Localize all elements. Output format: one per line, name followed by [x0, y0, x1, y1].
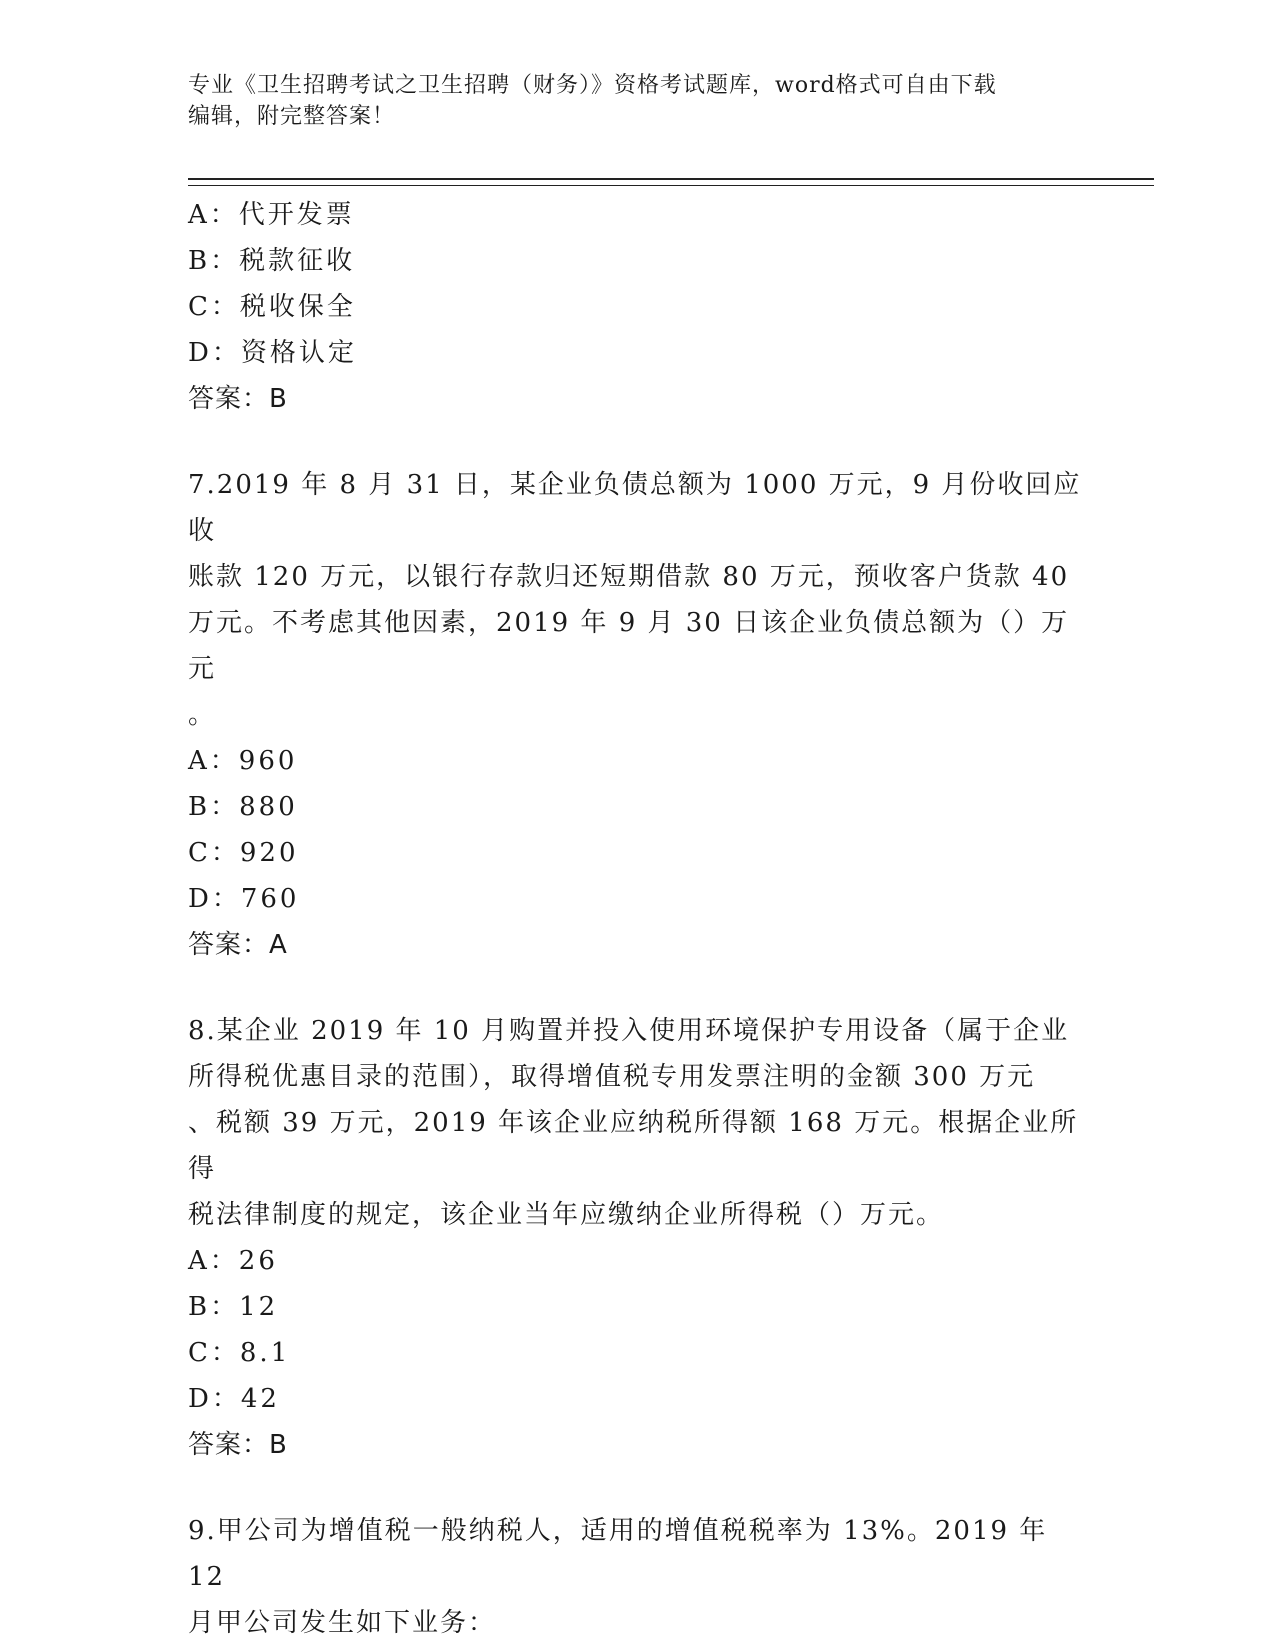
option-d: D：760 — [188, 884, 300, 914]
question-text-line: 9.甲公司为增值税一般纳税人，适用的增值税税率为 13%。2019 年 12 — [188, 1516, 1048, 1592]
question-text-line: 所得税优惠目录的范围），取得增值税专用发票注明的金额 300 万元 — [188, 1062, 1036, 1092]
option-a: A：26 — [188, 1246, 278, 1276]
header-line-1: 专业《卫生招聘考试之卫生招聘（财务）》资格考试题库，word格式可自由下载 — [188, 73, 997, 98]
option-c: C：税收保全 — [188, 292, 356, 322]
question-6 — [188, 192, 1088, 422]
answer-line: 答案：B — [188, 384, 288, 414]
question-text-line: 万元。不考虑其他因素，2019 年 9 月 30 日该企业负债总额为（）万元 — [188, 608, 1070, 684]
question-7-options — [188, 738, 1088, 968]
answer-line: 答案：B — [188, 1430, 288, 1460]
answer-line: 答案：A — [188, 930, 288, 960]
question-text-line: 月甲公司发生如下业务： — [188, 1608, 497, 1638]
question-text-line: 7.2019 年 8 月 31 日，某企业负债总额为 1000 万元，9 月份收回应收 — [188, 470, 1082, 546]
question-text-line: 8.某企业 2019 年 10 月购置并投入使用环境保护专用设备（属于企业 — [188, 1016, 1070, 1046]
question-text-line: 税法律制度的规定，该企业当年应缴纳企业所得税（）万元。 — [188, 1200, 945, 1230]
question-text-line: 、税额 39 万元，2019 年该企业应纳税所得额 168 万元。根据企业所得 — [188, 1108, 1079, 1184]
header-line-2: 编辑，附完整答案！ — [188, 104, 396, 129]
question-7 — [188, 462, 1088, 738]
option-a: A：960 — [188, 746, 298, 776]
header-divider — [188, 178, 1154, 186]
option-d: D：42 — [188, 1384, 280, 1414]
question-text-line: 账款 120 万元，以银行存款归还短期借款 80 万元，预收客户货款 40 — [188, 562, 1070, 592]
option-b: B：12 — [188, 1292, 279, 1322]
option-d: D：资格认定 — [188, 338, 357, 368]
question-9 — [188, 1508, 1088, 1646]
option-b: B：税款征收 — [188, 246, 356, 276]
question-list — [188, 192, 1088, 1646]
question-8-options — [188, 1238, 1088, 1468]
document-header — [188, 70, 1088, 132]
option-c: C：920 — [188, 838, 299, 868]
question-8 — [188, 1008, 1088, 1238]
question-text-line: 。 — [188, 700, 217, 730]
option-c: C：8.1 — [188, 1338, 291, 1368]
option-a: A：代开发票 — [188, 200, 355, 230]
option-b: B：880 — [188, 792, 298, 822]
